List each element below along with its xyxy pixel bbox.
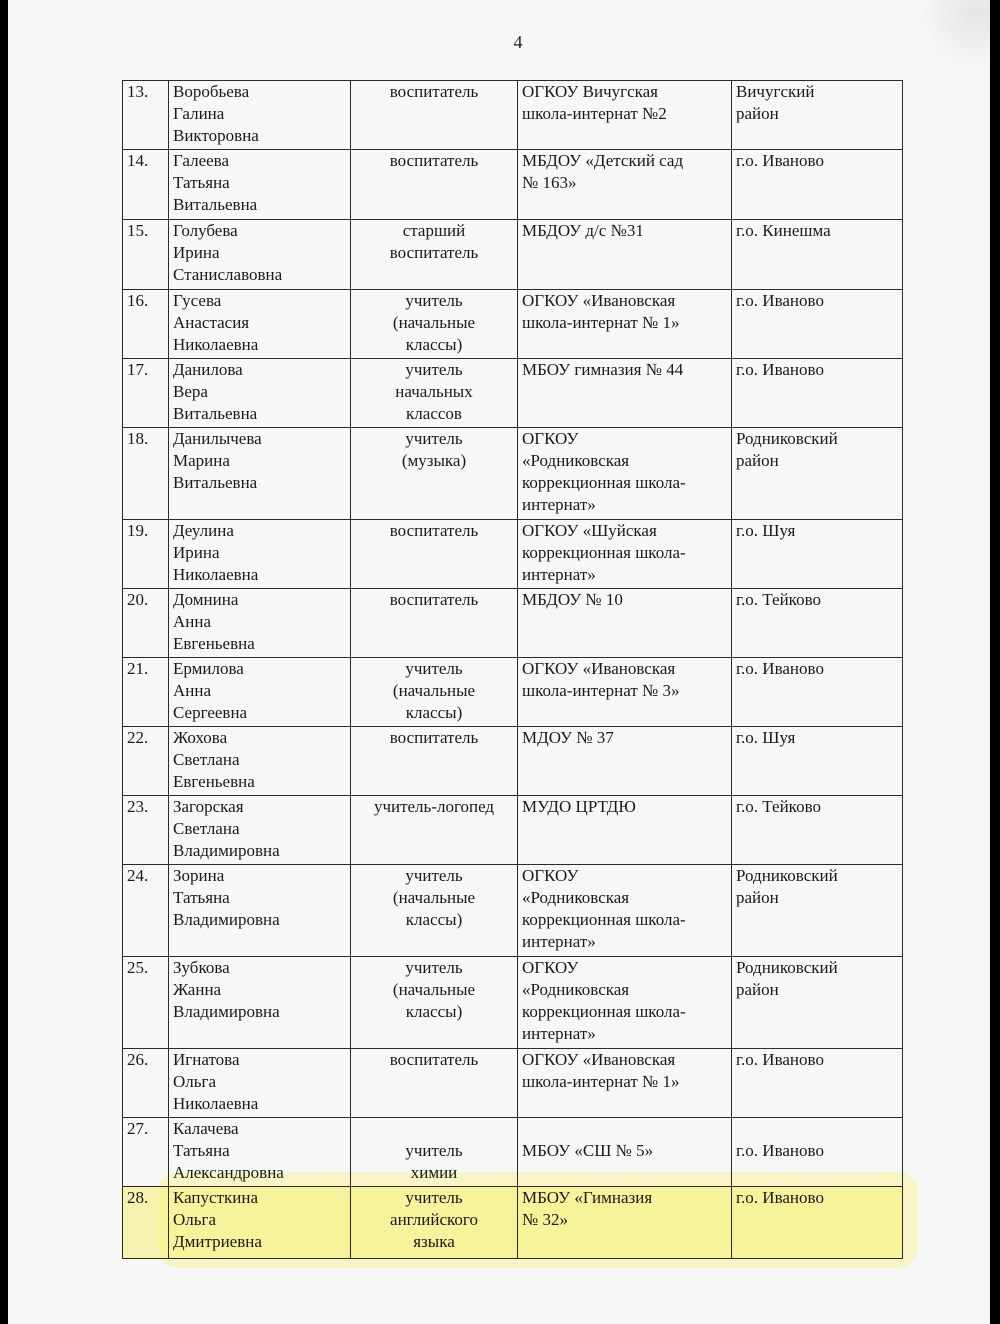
organization	[518, 589, 732, 658]
organization	[518, 1049, 732, 1118]
row-number: 16.	[123, 290, 169, 359]
table-row	[123, 428, 903, 520]
organization	[518, 81, 732, 150]
district	[732, 658, 903, 727]
organization-line: ОГКОУ «Шуйская	[522, 521, 657, 540]
district	[732, 957, 903, 1049]
person-name	[169, 1049, 351, 1118]
organization-line: № 32»	[522, 1210, 568, 1229]
district-line: Родниковский	[736, 866, 838, 885]
row-number: 27.	[123, 1118, 169, 1187]
organization-line: интернат»	[522, 565, 596, 584]
organization-line: школа-интернат №2	[522, 104, 667, 123]
district-line: район	[736, 980, 779, 999]
position	[351, 865, 518, 957]
organization-line: интернат»	[522, 932, 596, 951]
row-number: 26.	[123, 1049, 169, 1118]
document-page	[8, 0, 990, 1324]
person-name-line: Зорина	[173, 866, 225, 885]
person-name-line: Ирина	[173, 243, 220, 262]
district-line: район	[736, 104, 779, 123]
position-line: учитель	[405, 958, 463, 977]
district-line: г.о. Иваново	[736, 1188, 824, 1207]
person-name-line: Галина	[173, 104, 225, 123]
position-line: воспитатель	[389, 151, 479, 170]
person-name-line: Галеева	[173, 151, 230, 170]
person-name-line: Владимировна	[173, 910, 280, 929]
organization	[518, 727, 732, 796]
person-name-line: Станиславовна	[173, 265, 283, 284]
person-name-line: Данилова	[173, 360, 243, 379]
table-row	[123, 796, 903, 865]
person-name	[169, 1118, 351, 1187]
organization-line	[522, 1118, 727, 1140]
organization-line: ОГКОУ	[522, 429, 579, 448]
person-name-line: Голубева	[173, 221, 238, 240]
position-line: учитель	[405, 360, 463, 379]
table-row	[123, 1049, 903, 1118]
district-line: г.о. Иваново	[736, 291, 824, 310]
position-line: классов	[406, 404, 462, 423]
person-name	[169, 589, 351, 658]
district-line: район	[736, 888, 779, 907]
position-line: химии	[410, 1163, 458, 1182]
district-line: г.о. Иваново	[736, 151, 824, 170]
position-line: (начальные	[392, 681, 476, 700]
position	[351, 290, 518, 359]
district-line: г.о. Шуя	[736, 728, 796, 747]
table-row	[123, 865, 903, 957]
person-name-line: Евгеньевна	[173, 634, 255, 653]
row-number: 18.	[123, 428, 169, 520]
position-line: старший	[402, 221, 466, 240]
district	[732, 520, 903, 589]
district	[732, 589, 903, 658]
position	[351, 727, 518, 796]
position	[351, 658, 518, 727]
person-name-line: Жанна	[173, 980, 222, 999]
position	[351, 589, 518, 658]
staff-table	[122, 80, 903, 1259]
row-number: 24.	[123, 865, 169, 957]
organization	[518, 1118, 732, 1187]
position-line: начальных	[395, 382, 473, 401]
position-line: языка	[413, 1232, 455, 1251]
person-name-line: Светлана	[173, 819, 240, 838]
position-line: (начальные	[392, 313, 476, 332]
district	[732, 290, 903, 359]
position-line: английского	[390, 1210, 478, 1229]
organization	[518, 957, 732, 1049]
district-line: Родниковский	[736, 958, 838, 977]
person-name-line: Владимировна	[173, 841, 280, 860]
organization	[518, 290, 732, 359]
table-row	[123, 81, 903, 150]
person-name	[169, 658, 351, 727]
person-name	[169, 81, 351, 150]
district-line: Родниковский	[736, 429, 838, 448]
person-name-line: Ермилова	[173, 659, 244, 678]
district	[732, 428, 903, 520]
person-name-line: Ольга	[173, 1072, 217, 1091]
position-line: воспитатель	[389, 243, 479, 262]
organization-line: интернат»	[522, 495, 596, 514]
person-name-line: Витальевна	[173, 404, 258, 423]
position	[351, 428, 518, 520]
position-line: учитель	[405, 1141, 463, 1160]
person-name-line: Витальевна	[173, 195, 258, 214]
district-line: г.о. Иваново	[736, 1141, 824, 1160]
person-name-line: Викторовна	[173, 126, 259, 145]
district-line: г.о. Шуя	[736, 521, 796, 540]
position	[351, 359, 518, 428]
organization	[518, 865, 732, 957]
row-number: 14.	[123, 150, 169, 220]
organization-line: ОГКОУ Вичугская	[522, 82, 658, 101]
organization	[518, 658, 732, 727]
position	[351, 796, 518, 865]
table-row	[123, 957, 903, 1049]
position-line: воспитатель	[389, 590, 479, 609]
organization-line: «Родниковская	[522, 980, 630, 999]
organization-line: коррекционная школа-	[522, 473, 686, 492]
person-name-line: Марина	[173, 451, 230, 470]
district	[732, 150, 903, 220]
row-number: 13.	[123, 81, 169, 150]
position	[351, 1187, 518, 1259]
organization-line: МБОУ «СШ № 5»	[522, 1141, 654, 1160]
person-name-line: Домнина	[173, 590, 239, 609]
position-line: классы)	[405, 1002, 463, 1021]
position-line: учитель-логопед	[373, 797, 495, 816]
table-row	[123, 1118, 903, 1187]
organization-line: МДОУ № 37	[522, 728, 614, 747]
row-number: 28.	[123, 1187, 169, 1259]
position-line: (музыка)	[401, 451, 467, 470]
person-name-line: Николаевна	[173, 565, 259, 584]
person-name	[169, 727, 351, 796]
person-name-line: Татьяна	[173, 1141, 230, 1160]
row-number: 20.	[123, 589, 169, 658]
district	[732, 1118, 903, 1187]
table-row	[123, 359, 903, 428]
position-line: учитель	[405, 866, 463, 885]
page-number: 4	[513, 32, 523, 52]
person-name-line: Витальевна	[173, 473, 258, 492]
organization	[518, 150, 732, 220]
organization-line: МУДО ЦРТДЮ	[522, 797, 636, 816]
row-number: 21.	[123, 658, 169, 727]
person-name-line: Воробьева	[173, 82, 250, 101]
person-name-line: Владимировна	[173, 1002, 280, 1021]
organization	[518, 428, 732, 520]
district-line	[736, 1118, 898, 1140]
organization-line: «Родниковская	[522, 451, 630, 470]
person-name-line: Татьяна	[173, 888, 230, 907]
organization	[518, 1187, 732, 1259]
position	[351, 957, 518, 1049]
district-line: район	[736, 451, 779, 470]
person-name-line: Дмитриевна	[173, 1232, 262, 1251]
position-line: учитель	[405, 291, 463, 310]
position-line: воспитатель	[389, 521, 479, 540]
organization	[518, 520, 732, 589]
organization-line: коррекционная школа-	[522, 910, 686, 929]
organization-line: школа-интернат № 3»	[522, 681, 680, 700]
organization-line: школа-интернат № 1»	[522, 313, 680, 332]
table-row	[123, 290, 903, 359]
table-row	[123, 220, 903, 290]
organization	[518, 220, 732, 290]
organization-line: МБДОУ № 10	[522, 590, 623, 609]
district-line: г.о. Тейково	[736, 797, 821, 816]
row-number: 15.	[123, 220, 169, 290]
person-name	[169, 290, 351, 359]
person-name-line: Вера	[173, 382, 208, 401]
position	[351, 1118, 518, 1187]
district	[732, 727, 903, 796]
person-name	[169, 428, 351, 520]
person-name-line: Загорская	[173, 797, 244, 816]
person-name-line: Капусткина	[173, 1188, 259, 1207]
position-line: учитель	[405, 1188, 463, 1207]
position-line: учитель	[405, 429, 463, 448]
person-name-line: Анна	[173, 681, 212, 700]
table-row	[123, 658, 903, 727]
organization-line: ОГКОУ «Ивановская	[522, 1050, 676, 1069]
position-line	[355, 1118, 513, 1140]
organization	[518, 359, 732, 428]
position	[351, 220, 518, 290]
organization-line: ОГКОУ	[522, 958, 579, 977]
table-row	[123, 1187, 903, 1259]
district-line: Вичугский	[736, 82, 815, 101]
organization-line: ОГКОУ	[522, 866, 579, 885]
person-name-line: Жохова	[173, 728, 228, 747]
organization-line: № 163»	[522, 173, 577, 192]
person-name-line: Деулина	[173, 521, 234, 540]
person-name	[169, 957, 351, 1049]
person-name	[169, 1187, 351, 1259]
row-number: 25.	[123, 957, 169, 1049]
person-name-line: Татьяна	[173, 173, 230, 192]
district-line: г.о. Тейково	[736, 590, 821, 609]
person-name	[169, 796, 351, 865]
position	[351, 150, 518, 220]
person-name-line: Гусева	[173, 291, 222, 310]
position	[351, 520, 518, 589]
position	[351, 81, 518, 150]
organization-line: «Родниковская	[522, 888, 630, 907]
table-row	[123, 520, 903, 589]
organization-line: МБОУ гимназия № 44	[522, 360, 684, 379]
person-name-line: Анна	[173, 612, 212, 631]
position-line: классы)	[405, 910, 463, 929]
position-line: воспитатель	[389, 1050, 479, 1069]
person-name-line: Анастасия	[173, 313, 250, 332]
position-line: воспитатель	[389, 728, 479, 747]
row-number: 22.	[123, 727, 169, 796]
staff-table-body	[123, 81, 903, 1259]
position-line: (начальные	[392, 888, 476, 907]
person-name	[169, 220, 351, 290]
district-line: г.о. Иваново	[736, 1050, 824, 1069]
person-name-line: Александровна	[173, 1163, 284, 1182]
person-name-line: Данилычева	[173, 429, 262, 448]
organization-line: интернат»	[522, 1024, 596, 1043]
organization-line: МБОУ «Гимназия	[522, 1188, 653, 1207]
row-number: 23.	[123, 796, 169, 865]
person-name-line: Светлана	[173, 750, 240, 769]
person-name-line: Игнатова	[173, 1050, 240, 1069]
person-name	[169, 359, 351, 428]
district-line: г.о. Иваново	[736, 659, 824, 678]
person-name-line: Ольга	[173, 1210, 217, 1229]
district-line: г.о. Иваново	[736, 360, 824, 379]
person-name-line: Калачева	[173, 1119, 239, 1138]
person-name-line: Николаевна	[173, 335, 259, 354]
row-number: 19.	[123, 520, 169, 589]
organization-line: ОГКОУ «Ивановская	[522, 659, 676, 678]
district	[732, 220, 903, 290]
row-number: 17.	[123, 359, 169, 428]
position-line: воспитатель	[389, 82, 479, 101]
table-row	[123, 589, 903, 658]
person-name-line: Евгеньевна	[173, 772, 255, 791]
organization-line: ОГКОУ «Ивановская	[522, 291, 676, 310]
district	[732, 796, 903, 865]
district-line: г.о. Кинешма	[736, 221, 831, 240]
person-name-line: Николаевна	[173, 1094, 259, 1113]
person-name	[169, 150, 351, 220]
organization	[518, 796, 732, 865]
position-line: классы)	[405, 703, 463, 722]
person-name-line: Зубкова	[173, 958, 230, 977]
district	[732, 81, 903, 150]
person-name-line: Ирина	[173, 543, 220, 562]
organization-line: МБДОУ д/с №31	[522, 221, 644, 240]
district	[732, 1187, 903, 1259]
position	[351, 1049, 518, 1118]
organization-line: коррекционная школа-	[522, 1002, 686, 1021]
organization-line: школа-интернат № 1»	[522, 1072, 680, 1091]
table-row	[123, 150, 903, 220]
person-name	[169, 520, 351, 589]
position-line: (начальные	[392, 980, 476, 999]
district	[732, 1049, 903, 1118]
district	[732, 865, 903, 957]
organization-line: коррекционная школа-	[522, 543, 686, 562]
position-line: классы)	[405, 335, 463, 354]
district	[732, 359, 903, 428]
table-row	[123, 727, 903, 796]
person-name-line: Сергеевна	[173, 703, 248, 722]
organization-line: МБДОУ «Детский сад	[522, 151, 684, 170]
position-line: учитель	[405, 659, 463, 678]
person-name	[169, 865, 351, 957]
